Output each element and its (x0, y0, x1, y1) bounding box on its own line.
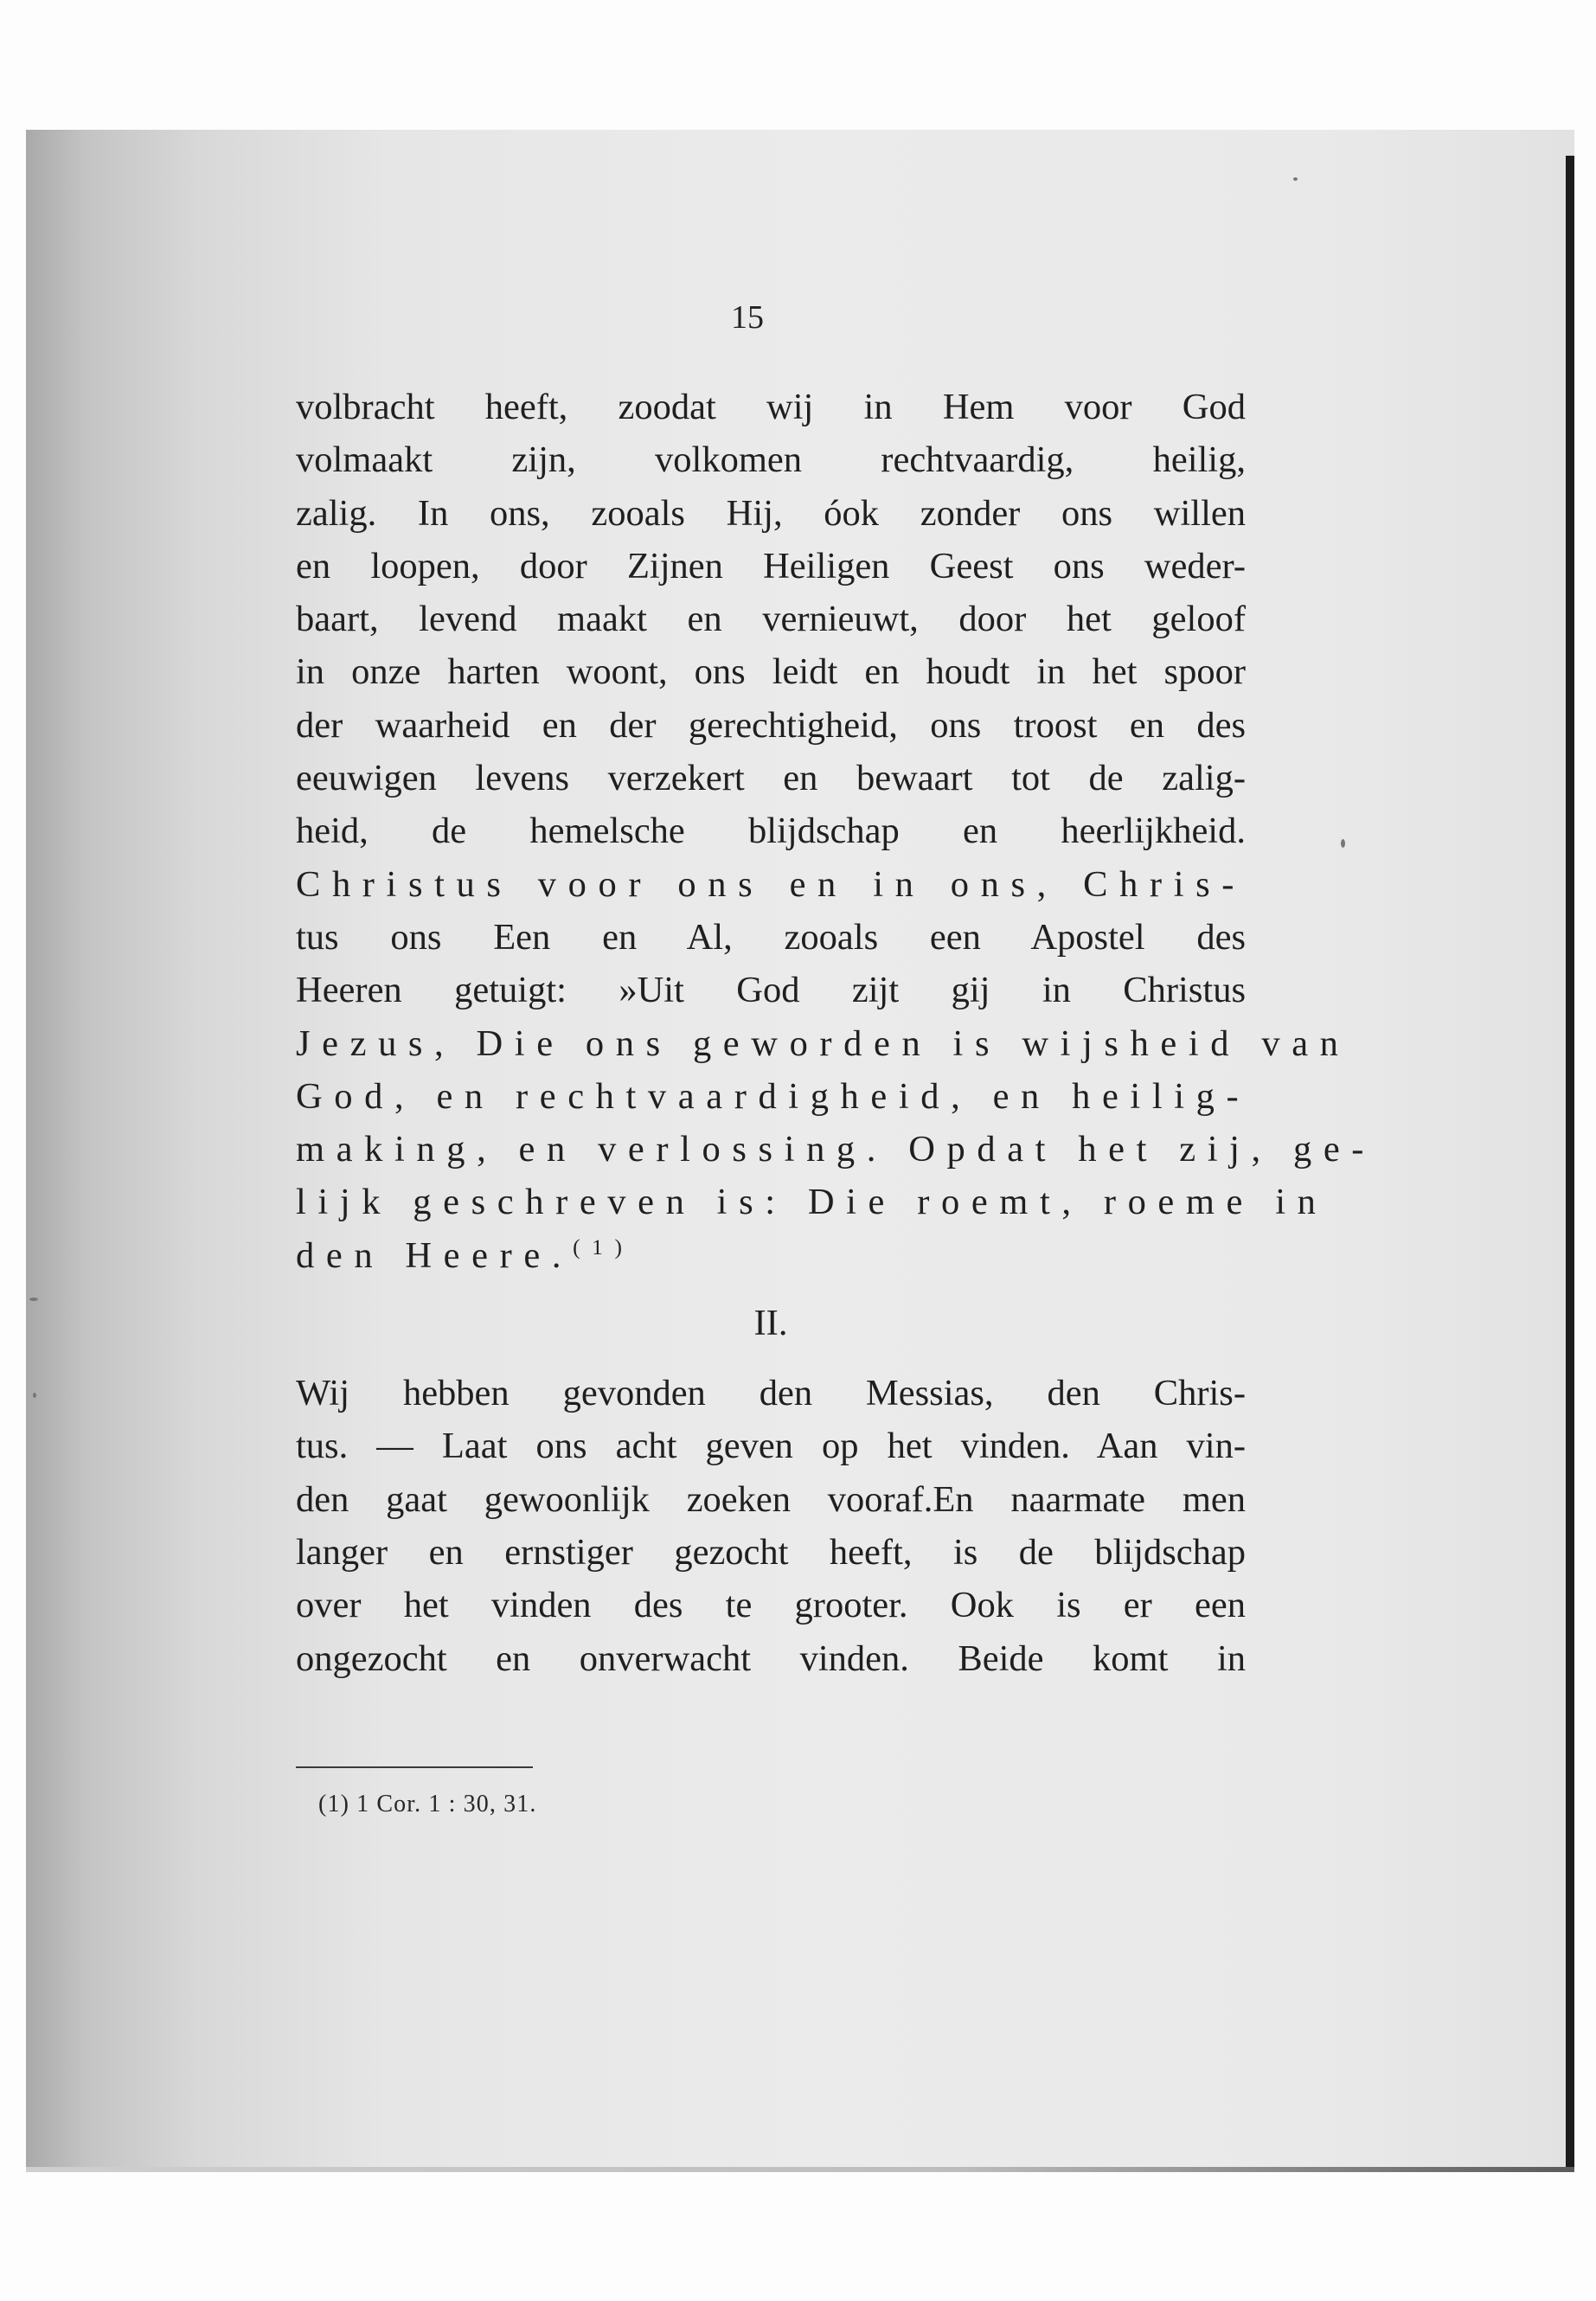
text-line-with-note (296, 1229, 1246, 1282)
text-line: heid, de hemelsche blijdschap en heerlijkheid. (296, 811, 1246, 852)
paper-speck (33, 1393, 36, 1398)
text-line: en loopen, door Zijnen Heiligen Geest ons weder- (296, 545, 1246, 586)
footnote-divider (296, 1766, 533, 1768)
text-line: ongezocht en onverwacht vinden. Beide komt in (296, 1638, 1246, 1679)
text-line: baart, levend maakt en vernieuwt, door het geloof (296, 599, 1246, 640)
text-line: volmaakt zijn, volkomen rechtvaardig, heilig, (296, 439, 1246, 481)
text-line: tus. — Laat ons acht geven op het vinden. Aan vin- (296, 1426, 1246, 1467)
text-line: zalig. In ons, zooals Hij, óok zonder ons willen (296, 492, 1246, 534)
paper-speck (1293, 177, 1298, 181)
text-line: eeuwigen levens verzekert en bewaart tot de zalig- (296, 758, 1246, 799)
text-line: making, en verlossing. Opdat het zij, ge- (296, 1129, 1376, 1170)
text-line: in onze harten woont, ons leidt en houdt in het spoor (296, 651, 1246, 693)
text-line: tus ons Een en Al, zooals een Apostel des (296, 916, 1246, 958)
text-line: langer en ernstiger gezocht heeft, is de blijdschap (296, 1531, 1246, 1573)
text-line: den Heere. (296, 1234, 574, 1276)
text-line: God, en rechtvaardigheid, en heilig- (296, 1075, 1251, 1117)
footnote: (1) 1 Cor. 1 : 30, 31. (318, 1791, 537, 1817)
paper-speck (29, 1298, 38, 1301)
paper-speck (1341, 839, 1345, 848)
page-right-edge-shadow (1566, 156, 1574, 2171)
page-number: 15 (731, 299, 764, 336)
text-line: over het vinden des te grooter. Ook is er een (296, 1585, 1246, 1626)
text-line: Wij hebben gevonden den Messias, den Chris- (296, 1373, 1246, 1414)
page-bottom-edge (26, 2167, 1574, 2172)
text-line: Christus voor ons en in ons, Chris- (296, 863, 1246, 905)
text-line: den gaat gewoonlijk zoeken vooraf.En naarmate men (296, 1478, 1246, 1520)
body-text (296, 381, 1376, 1685)
footnote-reference[interactable]: (1) (573, 1234, 634, 1259)
text-line: lijk geschreven is: Die roemt, roeme in (296, 1182, 1328, 1223)
text-line: volbracht heeft, zoodat wij in Hem voor God (296, 387, 1246, 427)
text-line: Jezus, Die ons geworden is wijsheid van (296, 1022, 1350, 1064)
text-line: der waarheid en der gerechtigheid, ons troost en des (296, 704, 1246, 746)
text-line: Heeren getuigt: »Uit God zijt gij in Christus (296, 970, 1246, 1011)
section-heading: II. (753, 1303, 788, 1344)
